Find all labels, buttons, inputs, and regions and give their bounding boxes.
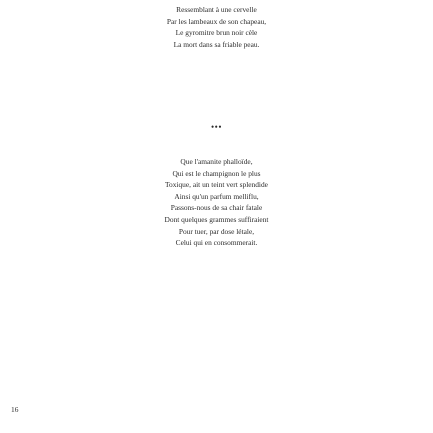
poem-stanza-2 bbox=[0, 156, 433, 249]
page-number: 16 bbox=[11, 405, 19, 414]
poem-line: Pour tuer, par dose létale, bbox=[178, 226, 255, 236]
poem-line: La mort dans sa friable peau. bbox=[173, 39, 260, 49]
poem-line: Ainsi qu'un parfum melliflu, bbox=[174, 191, 259, 201]
poem-stanza-1 bbox=[0, 4, 433, 50]
poem-line: Par les lambeaux de son chapeau, bbox=[166, 16, 267, 26]
poem-line: Ressemblant à une cervelle bbox=[176, 5, 257, 14]
poem-line: Qui est le champignon le plus bbox=[172, 168, 261, 178]
poem-line: Dont quelques grammes suffiraient bbox=[164, 214, 269, 224]
poem-line: Toxique, ait un teint vert splendide bbox=[165, 180, 268, 190]
poem-line: Passons-nous de sa chair fatale bbox=[170, 203, 263, 213]
poem-line: Le gyromitre brun noir cèle bbox=[175, 28, 258, 38]
poem-line: Celui qui en consommerait. bbox=[175, 238, 258, 248]
stanza-separator: ••• bbox=[211, 122, 222, 132]
poem-line: Que l'amanite phalloïde, bbox=[180, 157, 253, 166]
